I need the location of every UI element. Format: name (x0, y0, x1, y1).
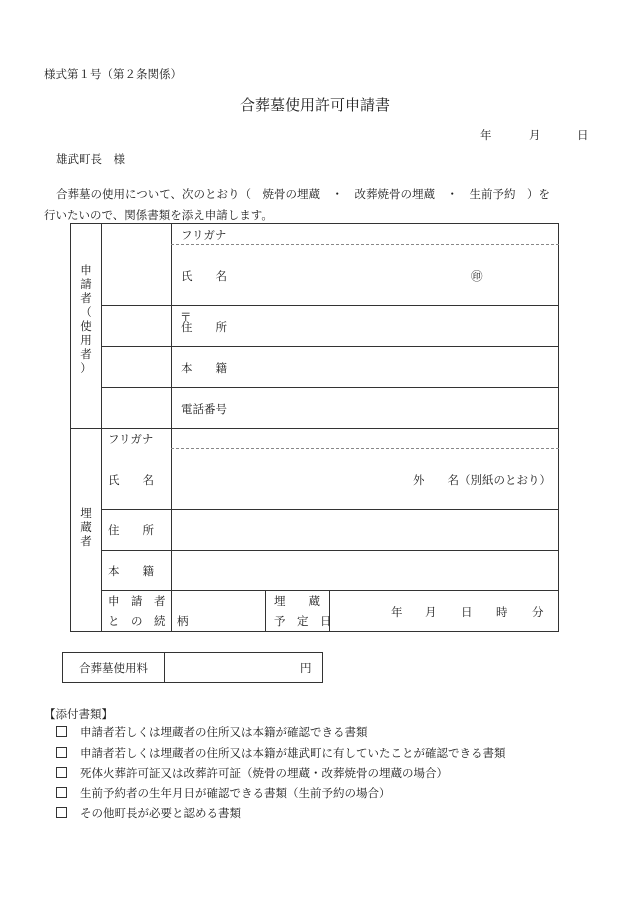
attachment-item: 生前予約者の生年月日が確認できる書類（生前予約の場合） (56, 785, 391, 801)
fee-label: 合葬墓使用料 (79, 661, 148, 675)
application-table (70, 223, 559, 632)
intro-line-2: 行いたいので、関係書類を添え申請します。 (44, 208, 273, 222)
checkbox-icon[interactable] (56, 767, 67, 778)
seal-mark: ㊞ (471, 269, 483, 283)
form-number: 様式第１号（第２条関係） (44, 67, 182, 81)
applicant-furigana-label: フリガナ (181, 228, 227, 242)
checkbox-icon[interactable] (56, 747, 67, 758)
intro-line-1: 合葬墓の使用について、次のとおり（ 焼骨の埋蔵 ・ 改葬焼骨の埋蔵 ・ 生前予約 ）を (56, 187, 551, 201)
burial-date-label-line2: 予 定 日 (274, 614, 332, 628)
deceased-others-note: 外 名（別紙のとおり） (413, 473, 551, 487)
deceased-domicile-label: 本 籍 (108, 564, 154, 578)
checkbox-icon[interactable] (56, 726, 67, 737)
deceased-name-label: 氏 名 (108, 473, 154, 487)
date-year-label: 年 (480, 128, 492, 142)
deceased-section-label: 埋 蔵 者 (80, 506, 92, 548)
attachment-item: 申請者若しくは埋蔵者の住所又は本籍が確認できる書類 (56, 724, 368, 740)
checkbox-icon[interactable] (56, 807, 67, 818)
deceased-furigana-label: フリガナ (108, 432, 154, 446)
burial-year-label: 年 (391, 605, 403, 619)
attachment-item: 死体火葬許可証又は改葬許可証（焼骨の埋蔵・改葬焼骨の埋蔵の場合） (56, 765, 448, 781)
page-title: 合葬墓使用許可申請書 (239, 96, 390, 114)
date-month-label: 月 (529, 128, 541, 142)
burial-date-label-line1: 埋 蔵 (274, 594, 320, 608)
applicant-phone-label: 電話番号 (181, 402, 227, 416)
postal-mark: 〒 (180, 310, 192, 324)
burial-month-label: 月 (425, 605, 437, 619)
date-day-label: 日 (577, 128, 589, 142)
burial-hour-label: 時 (496, 605, 508, 619)
addressee: 雄武町長 様 (56, 152, 125, 166)
burial-minute-label: 分 (532, 605, 544, 619)
burial-day-label: 日 (461, 605, 473, 619)
applicant-address-label: 住 所 (181, 320, 227, 334)
fee-box (62, 652, 323, 683)
applicant-name-label: 氏 名 (181, 269, 227, 283)
deceased-address-label: 住 所 (108, 523, 154, 537)
attachment-item: 申請者若しくは埋蔵者の住所又は本籍が雄武町に有していたことが確認できる書類 (56, 745, 506, 761)
checkbox-icon[interactable] (56, 787, 67, 798)
fee-unit: 円 (300, 661, 312, 675)
applicant-section-label: 申 請 者 （ 使 用 者 ） (80, 263, 92, 375)
relation-label-line1: 申 請 者 (108, 594, 166, 608)
attachment-item: その他町長が必要と認める書類 (56, 805, 241, 821)
attachments-heading: 【添付書類】 (44, 707, 113, 721)
relation-label-line2: と の 続 柄 (108, 614, 189, 628)
applicant-domicile-label: 本 籍 (181, 361, 227, 375)
